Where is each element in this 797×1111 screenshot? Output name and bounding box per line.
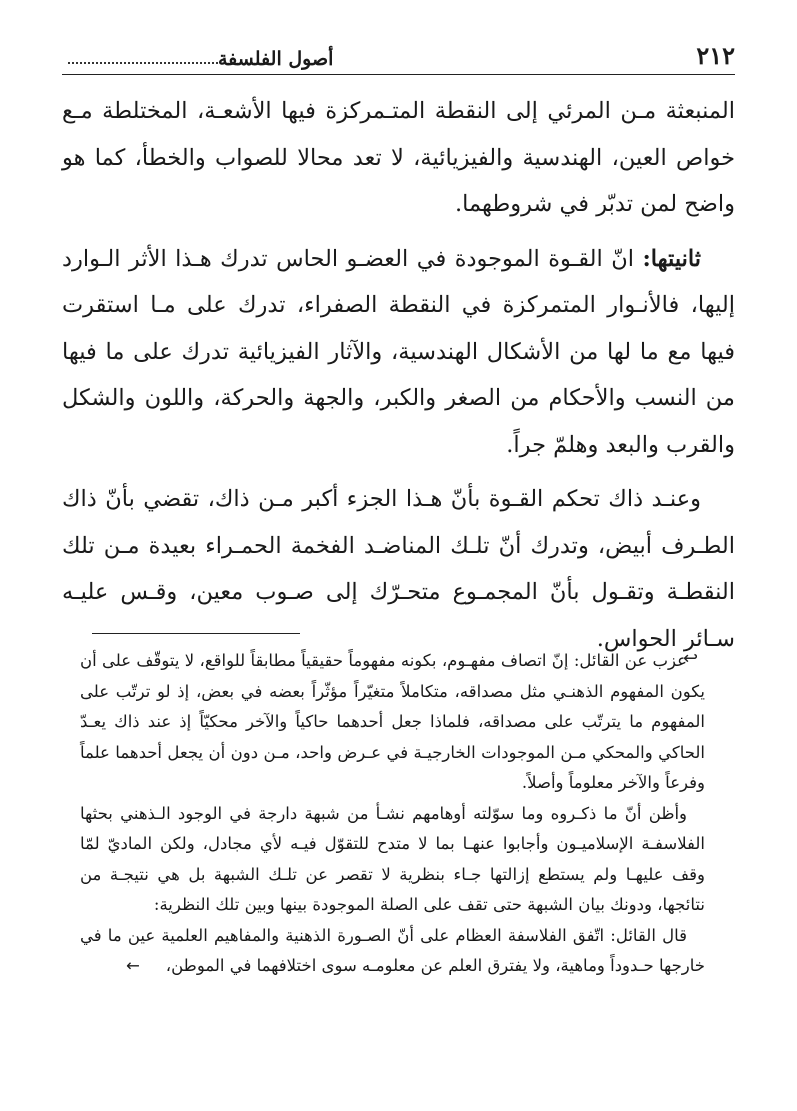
paragraph-1: المنبعثة مـن المرئي إلى النقطة المتـمركزة فيها الأشعـة، المختلطة مـع خواص العين، الهندسية والفيزيائية، لا تعد محالا للصواب والخطأ، كما هو واضح لمن تدبّر في شروطهما. [62, 98, 735, 217]
footnote-paragraph-2: وأظن أنّ ما ذكـروه وما سوّلته أوهامهم نشـأ من شبهة دارجة في الوجود الـذهني بحثها الفلاسفـة الإسلاميـون وأجابوا عنهـا بما لا متدح للتقوّل فيـه لأي مجادل، ولكن الماديّ لمّا وقف عليهـا ولم يستطع إزالتها جـاء بنظرية لا تقصر عن تلـك الشبهة بل هي نتيجـة من نتائجها، ودونك بيان الشبهة حتى تقف على الصلة الموجودة بينها وبين تلك النظرية: [80, 803, 705, 914]
footnote-continue-arrow-icon: ↩ [683, 648, 699, 669]
running-title [62, 48, 333, 70]
footnote-continued-arrow-icon: ← [125, 956, 140, 975]
footnote-paragraph-1: عزب عن القائل: إنّ اتصاف مفهـوم، بكونه مفهوماً حقيقياً مطابقاً للواقع، لا يتوقّف على أن يكون المفهوم الذهنـي مثل مصداقه، متكاملاً متغيّراً مؤثّراً بعضه في بعض، إذ لو ترتّب على المفهوم ما يترتّب على مصداقه، فلماذا جعل أحدهما حاكياً والآخر محكيّاً إذ عند ذاك يعـدّ الحاكي والمحكي مـن الموجودات الخارجيـة في عـرض واحد، مـن دون أن يجعل أحدهما علماً وفرعاً والآخر معلوماً وأصلاً. [80, 651, 705, 792]
page-header [62, 36, 735, 75]
running-title-text: أصول الفلسفة [218, 48, 334, 70]
leader-dots [68, 62, 218, 64]
footnote-separator [92, 633, 300, 634]
paragraph-3: وعنـد ذاك تحكم القـوة بأنّ هـذا الجزء أكبر مـن ذاك، تقضي بأنّ ذاك الطـرف أبيض، وتدرك أنّ تلـك المناضـد الفخمة الحمـراء بعيدة مـن تلك النقطـة وتقـول بأنّ المجمـوع متحـرّك إلى صـوب معين، وقـس عليـه سـائر الحواس. [62, 486, 735, 652]
footnote-paragraph-3-text: قال القائل: اتّفق الفلاسفة العظام على أنّ الصـورة الذهنية والمفاهيم العلمية عين ما في خارجها حـدوداً وماهية، ولا يفترق العلم عن معلومـه سوى اختلافهما في الموطن، [80, 925, 705, 975]
paragraph-2 [62, 236, 735, 469]
paragraph-2-lead: ثانيتها: [642, 245, 701, 272]
footnotes [80, 646, 705, 982]
main-text [62, 88, 735, 662]
footnote-paragraph-3 [80, 921, 705, 982]
paragraph-2-text: انّ القـوة الموجودة في العضـو الحاس تدرك هـذا الأثر الـوارد إليها، فالأنـوار المتمركزة في النقطة الصفراء، تدرك على مـا استقرت فيها مع ما لها من الأشكال الهندسية، والآثار الفيزيائية تدرك على ما فيها من النسب والأحكام من الصغر والكبر، والجهة والحركة، واللون والشكل والقرب والبعد وهلمّ جراً. [62, 245, 735, 458]
page-number: ٢١٢ [696, 41, 735, 70]
